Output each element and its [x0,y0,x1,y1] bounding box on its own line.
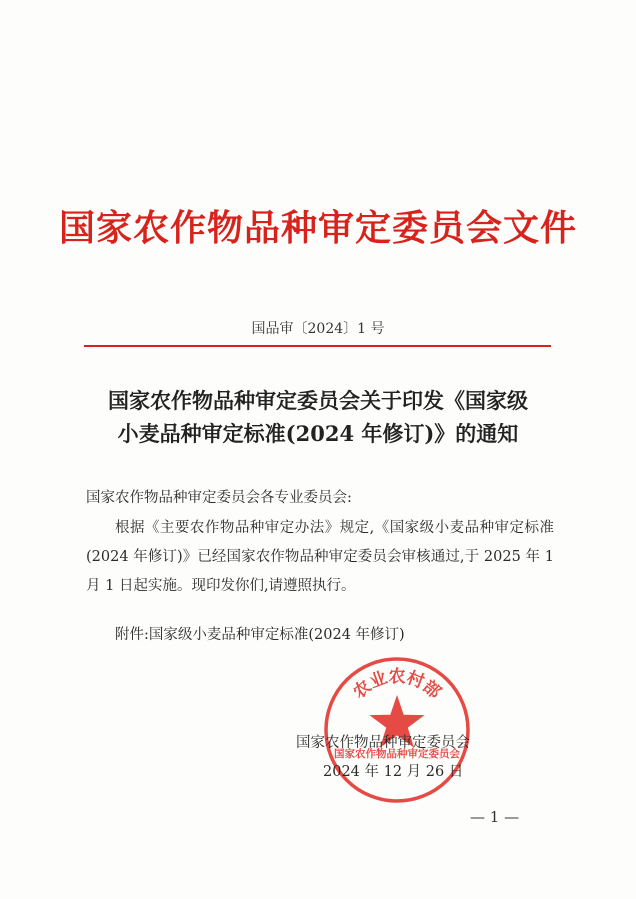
issuer-name: 国家农作物品种审定委员会 [296,735,470,751]
official-seal [322,655,472,805]
issue-date: 2024 年 12 月 26 日 [323,764,464,780]
red-divider-line [84,345,551,347]
salutation: 国家农作物品种审定委员会各专业委员会: [86,490,352,506]
seal-bottom-text: 国家农作物品种审定委员会 [334,748,460,760]
attachment-line: 附件:国家级小麦品种审定标准(2024 年修订) [115,627,405,643]
body-paragraph: 根据《主要农作物品种审定办法》规定,《国家级小麦品种审定标准(2024 年修订)》已经国家农作物品种审定委员会审核通过,于 2025 年 1 月 1 日起实施。现印发你们,请遵照执行。 [86,520,554,594]
notice-title-line-1: 国家农作物品种审定委员会关于印发《国家级 [108,388,528,413]
notice-title-line-2: 小麦品种审定标准(2024 年修订)》的通知 [117,421,519,446]
document-number: 国品审〔2024〕1 号 [251,321,385,337]
seal-top-text: 农业农村部 [349,667,445,703]
page-number: — 1 — [470,808,520,826]
notice-title [0,384,636,450]
header-title: 国家农作物品种审定委员会文件 [58,207,577,249]
